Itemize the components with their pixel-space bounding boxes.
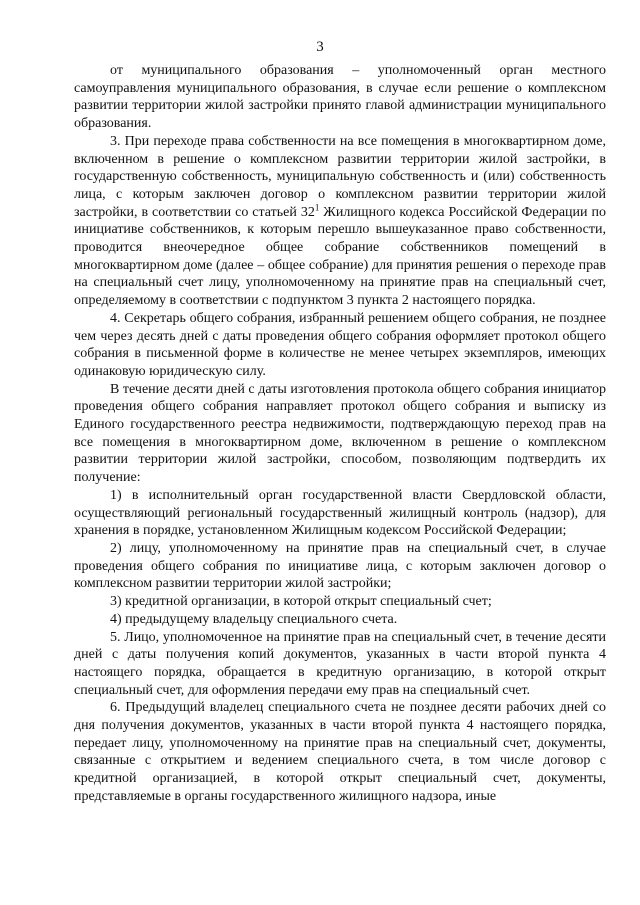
document-body xyxy=(74,62,606,806)
paragraph-item-3 xyxy=(74,133,606,310)
paragraph-item-3-tail: Жилищного кодекса Российской Федерации по инициативе собственников, к которым перешло вышеуказанное право собственности, проводится внеочередное общее собрание собственников помещений в многоквартирном доме (далее – общее собрание) для принятия решения о переходе прав на специальный счет лицу, уполномоченному на принятие прав на специальный счет, определяемому в соответствии с подпунктом 3 пункта 2 настоящего порядка. xyxy=(74,204,606,309)
list-item-1: 1) в исполнительный орган государственной власти Свердловской области, осуществляющий региональный государственный жилищный контроль (надзор), для хранения в порядке, установленном Жилищным кодексом Российской Федерации; xyxy=(74,487,606,539)
paragraph-item-4: 4. Секретарь общего собрания, избранный решением общего собрания, не позднее чем через десять дней с даты проведения общего собрания оформляет протокол общего собрания в письменной форме в количестве не менее четырех экземпляров, имеющих одинаковую юридическую силу. xyxy=(74,310,606,379)
list-item-2: 2) лицу, уполномоченному на принятие прав на специальный счет, в случае проведения общего собрания по инициативе лица, с которым заключен договор о комплексном развитии территории жилой застройки; xyxy=(74,540,606,592)
paragraph-item-6: 6. Предыдущий владелец специального счета не позднее десяти рабочих дней со дня получения документов, указанных в части второй пункта 4 настоящего порядка, передает лицу, уполномоченному на принятие прав на специальный счет, документы, связанные с открытием и ведением специального счета, в том числе договор с кредитной организацией, в которой открыт специальный счет, документы, представляемые в органы государственного жилищного надзора, иные xyxy=(74,700,606,804)
list-item-3: 3) кредитной организации, в которой открыт специальный счет; xyxy=(110,594,492,610)
paragraph-send-protocol: В течение десяти дней с даты изготовления протокола общего собрания инициатор проведения общего собрания направляет протокол общего собрания и выписку из Единого государственного реестра недвижимости, подтверждающую переход прав на все помещения в многоквартирном доме, включенном в решение о комплексном развитии территории жилой застройки, способом, позволяющим подтвердить их получение: xyxy=(74,381,606,486)
paragraph-item-5: 5. Лицо, уполномоченное на принятие прав на специальный счет, в течение десяти дней с даты получения копий документов, указанных в части второй пункта 4 настоящего порядка, обращается в кредитную организацию, в которой открыт специальный счет, для оформления передачи ему прав на специальный счет. xyxy=(74,629,606,698)
paragraph-continuation: от муниципального образования – уполномоченный орган местного самоуправления муниципального образования, в случае если решение о комплексном развитии территории жилой застройки принято главой администрации муниципального образования. xyxy=(74,63,606,132)
paragraph-item-3-text: 3. При переходе права собственности на все помещения в многоквартирном доме, включенном в решение о комплексном развитии территории жилой застройки, в государственную собственность, муниципальную собственность и (или) собственность лица, с которым заключен договор о комплексном развитии территории жилой застройки, в соответствии со статьей 32 xyxy=(74,133,606,220)
article-superscript: 1 xyxy=(314,201,320,212)
page-number: 3 xyxy=(316,39,324,55)
list-item-4: 4) предыдущему владельцу специального счета. xyxy=(110,611,398,627)
